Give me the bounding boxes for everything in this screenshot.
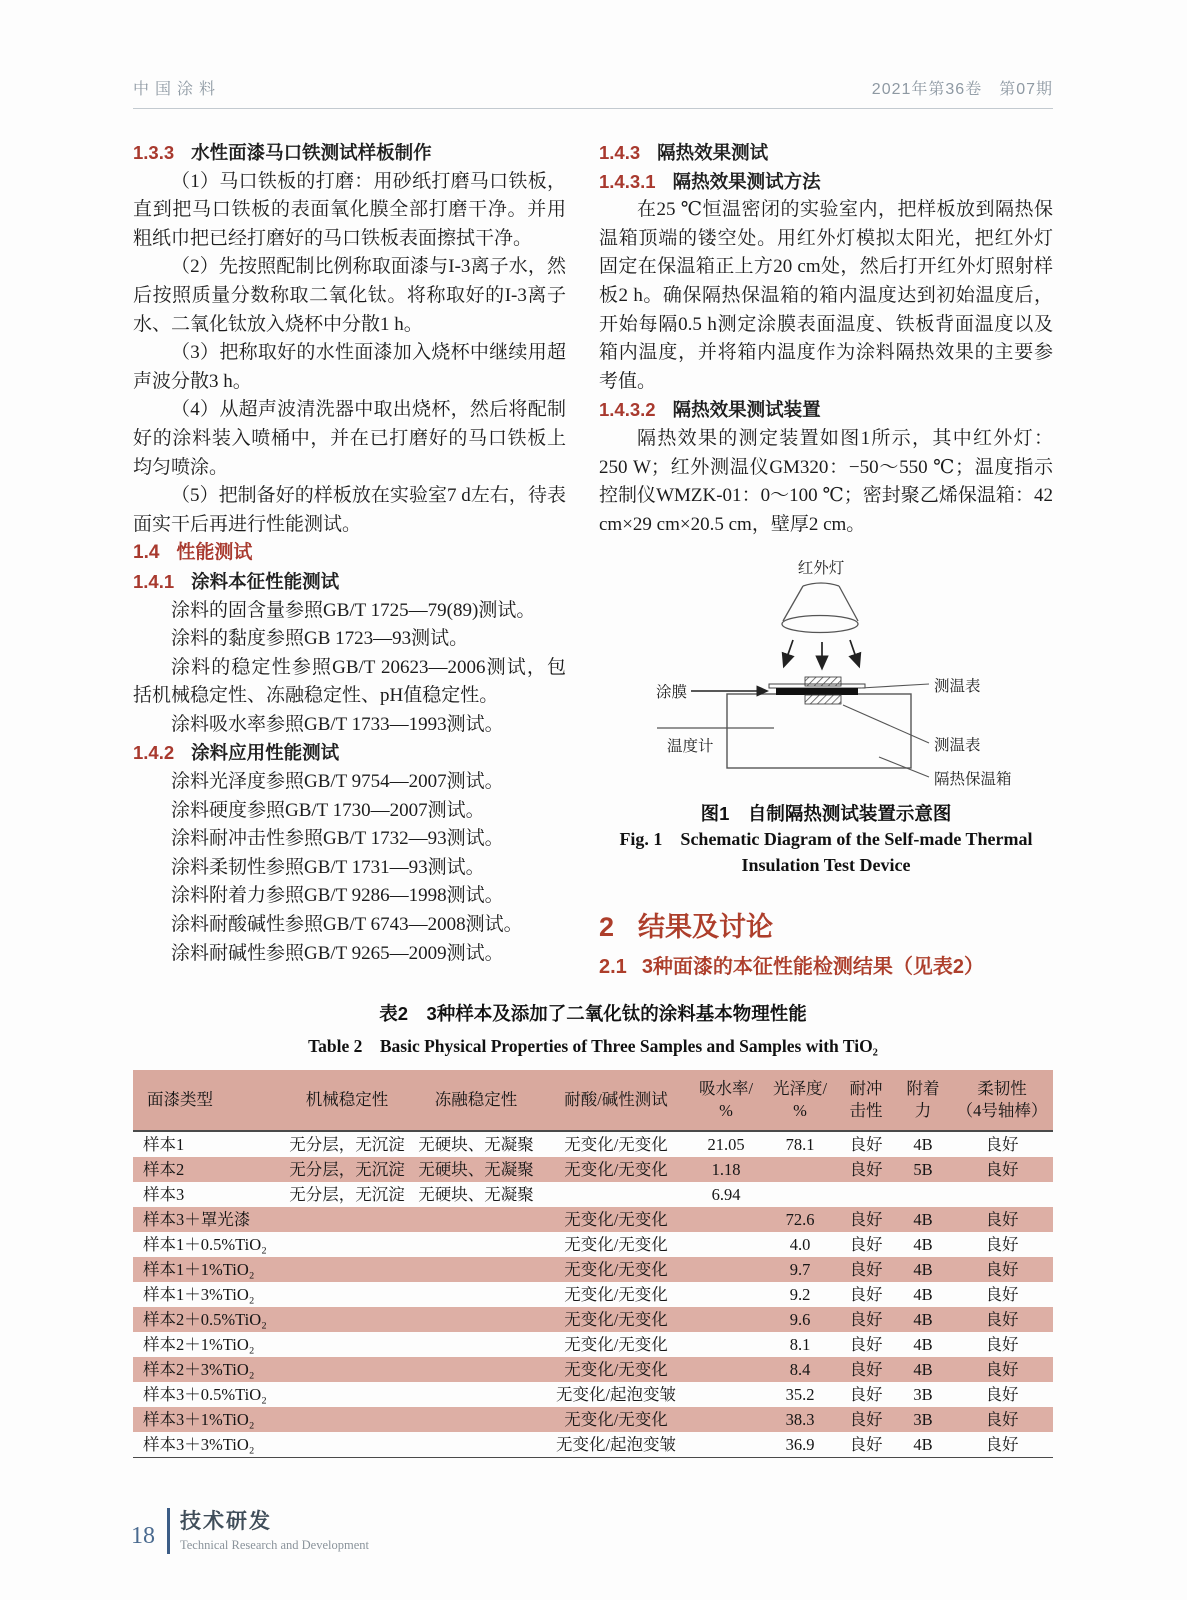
table-row [133,1357,1053,1382]
section-number: 2.1 [599,956,627,979]
table-row [133,1157,1053,1182]
col-header-impact-resistance: 耐冲 击性 [837,1070,895,1131]
cell-mech: 无分层，无沉淀 [289,1185,405,1205]
cell-freeze [409,1282,543,1307]
cell-acid: 无变化/无变化 [564,1135,668,1155]
footer-section-cn: 技术研发 [180,1509,272,1533]
paragraph: 涂料耐碱性参照GB/T 9265—2009测试。 [171,942,504,964]
cell-flex: 良好 [985,1360,1019,1380]
paragraph: 在25 ℃恒温密闭的实验室内，把样板放到隔热保温箱顶端的镂空处。用红外灯模拟太阳光，把红外灯固定在保温箱正上方20 cm处，然后打开红外灯照射样板2 h。确保隔热保温箱的箱内温度达到初始温度后，开始每隔0.5 h测定涂膜表面温度、铁板背面温度以及箱内温度，并将箱内温度作为涂料隔热效果的主要参考值。 [599,199,1053,392]
cell-water [689,1282,763,1307]
section-heading-1-4 [133,539,566,568]
paragraph: 涂料柔韧性参照GB/T 1731—93测试。 [171,856,485,878]
section-heading-1-3-3 [133,139,566,168]
figure-label-temp-gauge-top: 测温表 [934,678,981,696]
table-row [133,1182,1053,1207]
table-title-en: Table 2 Basic Physical Properties of Three Samples and Samples with TiO₂ [308,1036,878,1057]
cell-acid: 无变化/无变化 [564,1360,668,1380]
cell-impact: 良好 [849,1160,883,1180]
cell-impact: 良好 [849,1210,883,1230]
figure-label-temp-gauge-bottom: 测温表 [934,737,981,755]
cell-adhesion: 5B [913,1160,933,1180]
section-number: 1.4 [133,542,160,564]
paragraph: 涂料附着力参照GB/T 9286—1998测试。 [171,885,504,907]
cell-water [689,1257,763,1282]
section-heading-1-4-1 [133,568,566,597]
cell-acid: 无变化/起泡变皱 [543,1432,689,1458]
paragraph: 涂料的黏度参照GB 1723—93测试。 [171,628,469,650]
cell-gloss: 35.2 [785,1385,815,1405]
cell-mech [285,1357,409,1382]
cell-adhesion: 4B [895,1432,951,1458]
col-header-flexibility: 柔韧性 （4号轴棒） [951,1070,1053,1131]
figure-label-coating-film: 涂膜 [656,684,688,702]
section-title: 隔热效果测试装置 [672,399,821,421]
issue-info: 2021年第36卷 第07期 [871,81,1053,98]
cell-mech [285,1282,409,1307]
cell-name: 样本1＋1%TiO₂ [143,1260,255,1280]
paragraph: （2）先按照配制比例称取面漆与I-3离子水，然后按照质量分数称取二氧化钛。将称取好的I-3离子水、二氧化钛放入烧杯中分散1 h。 [133,256,566,335]
paragraph: （5）把制备好的样板放在实验室7 d左右，待表面实干后再进行性能测试。 [133,485,566,535]
cell-acid: 无变化/起泡变皱 [555,1385,677,1405]
table-2-section [133,1000,1053,1458]
cell-name: 样本3＋3%TiO₂ [133,1432,285,1458]
cell-name: 样本1＋3%TiO₂ [143,1285,255,1305]
cell-flex: 良好 [985,1135,1019,1155]
page-number: 18 [131,1522,155,1549]
cell-name: 样本2 [143,1160,185,1180]
cell-gloss: 9.7 [789,1260,811,1280]
section-number: 1.4.2 [133,742,175,764]
sample-plate-shape [769,677,865,704]
col-header-acid-alkali-test: 耐酸/碱性测试 [543,1070,689,1131]
paragraph: （4）从超声波清洗器中取出烧杯，然后将配制好的涂料装入喷桶中，并在已打磨好的马口铁板上均匀喷涂。 [133,399,566,478]
section-number: 1.3.3 [133,142,175,163]
section-title: 水性面漆马口铁测试样板制作 [191,142,432,163]
cell-water [689,1407,763,1432]
cell-acid: 无变化/无变化 [564,1160,668,1180]
running-head [133,76,1053,109]
right-column [599,139,1053,982]
figure-label-insulation-box: 隔热保温箱 [934,771,1012,789]
section-heading-1-4-3 [599,139,1053,168]
table-row [133,1257,1053,1282]
cell-water [689,1432,763,1458]
cell-adhesion: 4B [913,1260,933,1280]
section-title: 3种面漆的本征性能检测结果（见表2） [641,956,985,979]
col-header-gloss: 光泽度/ % [763,1070,837,1131]
figure-caption-cn: 图1 自制隔热测试装置示意图 [700,803,952,825]
cell-gloss: 4.0 [789,1235,811,1255]
cell-adhesion: 3B [913,1410,933,1430]
cell-acid: 无变化/无变化 [564,1310,668,1330]
cell-name: 样本2＋1%TiO₂ [143,1335,255,1355]
cell-freeze [409,1257,543,1282]
col-header-water-absorption: 吸水率/ % [689,1070,763,1131]
cell-gloss: 8.4 [789,1360,811,1380]
cell-mech [285,1307,409,1332]
cell-mech [285,1232,409,1257]
cell-gloss [763,1157,837,1182]
paragraph: 涂料的固含量参照GB/T 1725—79(89)测试。 [171,599,536,621]
lamp-cone-shape [782,583,858,633]
cell-adhesion: 3B [913,1385,933,1405]
section-number: 2 [599,912,615,943]
cell-gloss: 9.2 [789,1285,811,1305]
cell-gloss: 36.9 [763,1432,837,1458]
section-title: 涂料本征性能测试 [191,570,340,592]
cell-acid: 无变化/无变化 [564,1210,668,1230]
cell-acid: 无变化/无变化 [564,1235,668,1255]
section-number: 1.4.3.2 [599,399,656,421]
cell-adhesion [895,1182,951,1207]
table-row [133,1307,1053,1332]
cell-water [689,1307,763,1332]
paragraph: 隔热效果的测定装置如图1所示，其中红外灯：250 W；红外测温仪GM320：−50～550 ℃；温度指示控制仪WMZK-01：0～100 ℃；密封聚乙烯保温箱：42 cm×29 cm×20.5 cm，壁厚2 cm。 [599,427,1053,535]
properties-table [133,1070,1053,1458]
cell-adhesion: 4B [913,1135,933,1155]
cell-mech [285,1257,409,1282]
page-footer [131,1508,369,1554]
cell-mech: 无分层，无沉淀 [289,1135,405,1155]
col-header-mechanical-stability: 机械稳定性 [285,1070,409,1131]
cell-gloss: 9.6 [789,1310,811,1330]
cell-gloss [763,1182,837,1207]
cell-water [689,1382,763,1407]
cell-flex: 良好 [985,1235,1019,1255]
cell-freeze [409,1407,543,1432]
cell-flex [951,1182,1053,1207]
cell-water [689,1357,763,1382]
cell-water: 1.18 [711,1160,741,1180]
cell-impact [837,1182,895,1207]
insulation-box-shape [727,694,911,768]
cell-impact: 良好 [837,1432,895,1458]
figure-caption-en-line2: Insulation Test Device [741,855,911,876]
table-row [133,1232,1053,1257]
paragraph: （1）马口铁板的打磨：用砂纸打磨马口铁板，直到把马口铁板的表面氧化膜全部打磨干净。并用粗纸巾把已经打磨好的马口铁板表面擦拭干净。 [133,170,566,249]
cell-adhesion: 4B [913,1235,933,1255]
cell-impact: 良好 [849,1285,883,1305]
cell-mech [285,1382,409,1407]
section-number: 1.4.1 [133,570,175,592]
cell-adhesion: 4B [913,1285,933,1305]
cell-water: 6.94 [711,1185,741,1205]
cell-mech [285,1332,409,1357]
figure-caption-en [599,826,1053,878]
cell-water [689,1332,763,1357]
table-body [133,1131,1053,1458]
cell-impact: 良好 [849,1360,883,1380]
footer-section-en: Technical Research and Development [180,1537,369,1552]
cell-water [689,1207,763,1232]
cell-name: 样本1＋0.5%TiO₂ [143,1235,267,1255]
cell-flex: 良好 [951,1432,1053,1458]
cell-acid: 无变化/无变化 [564,1260,668,1280]
section-number: 1.4.3.1 [599,170,656,192]
cell-adhesion: 4B [913,1335,933,1355]
cell-adhesion: 4B [913,1360,933,1380]
paragraph: 涂料的稳定性参照GB/T 20623—2006测试，包括机械稳定性、冻融稳定性、pH值稳定性。 [133,656,566,707]
table-header-row [133,1070,1053,1131]
cell-flex: 良好 [985,1285,1019,1305]
cell-acid: 无变化/无变化 [564,1335,668,1355]
table-row [133,1131,1053,1157]
paragraph: 涂料硬度参照GB/T 1730—2007测试。 [171,799,485,821]
cell-impact: 良好 [849,1385,883,1405]
section-heading-2-1 [599,952,1053,982]
footer-section [180,1510,369,1553]
cell-freeze [409,1357,543,1382]
cell-adhesion: 4B [913,1310,933,1330]
cell-freeze [409,1207,543,1232]
cell-water [689,1232,763,1257]
cell-name: 样本3＋罩光漆 [143,1210,251,1230]
cell-freeze: 无硬块、无凝聚 [418,1135,534,1155]
cell-acid: 无变化/无变化 [564,1410,668,1430]
section-number: 1.4.3 [599,142,641,163]
cell-name: 样本3＋0.5%TiO₂ [143,1385,267,1405]
paragraph: 涂料耐酸碱性参照GB/T 6743—2008测试。 [171,914,523,936]
leader-line [879,757,929,777]
table-row [133,1407,1053,1432]
figure-label-infrared-lamp: 红外灯 [797,560,845,578]
table-row [133,1382,1053,1407]
table-row [133,1432,1053,1458]
cell-flex: 良好 [985,1260,1019,1280]
col-header-freeze-thaw-stability: 冻融稳定性 [409,1070,543,1131]
section-heading-1-4-2 [133,739,566,768]
cell-name: 样本1 [143,1135,185,1155]
cell-gloss: 38.3 [785,1410,815,1430]
cell-flex: 良好 [985,1410,1019,1430]
cell-name: 样本3 [143,1185,185,1205]
cell-freeze: 无硬块、无凝聚 [418,1160,534,1180]
two-column-body [133,139,1053,982]
cell-impact: 良好 [849,1410,883,1430]
cell-gloss: 72.6 [785,1210,815,1230]
paragraph: 涂料吸水率参照GB/T 1733—1993测试。 [171,713,504,735]
cell-impact: 良好 [849,1310,883,1330]
cell-mech [285,1207,409,1232]
leader-line [843,705,929,743]
cell-flex: 良好 [985,1335,1019,1355]
cell-flex: 良好 [985,1160,1019,1180]
cell-impact: 良好 [849,1235,883,1255]
cell-acid [543,1182,689,1207]
cell-mech: 无分层，无沉淀 [289,1160,405,1180]
cell-freeze [409,1307,543,1332]
cell-name: 样本3＋1%TiO₂ [143,1410,255,1430]
section-heading-1-4-3-1 [599,168,1053,197]
thermal-insulation-schematic [599,547,1053,792]
cell-adhesion: 4B [913,1210,933,1230]
section-title: 隔热效果测试方法 [672,170,821,192]
leader-line [861,684,929,688]
paragraph: 涂料光泽度参照GB/T 9754—2007测试。 [171,771,504,793]
radiation-arrows [784,640,859,668]
cell-mech [285,1407,409,1432]
cell-freeze: 无硬块、无凝聚 [418,1185,534,1205]
cell-name: 样本2＋0.5%TiO₂ [143,1310,267,1330]
footer-divider-bar [167,1508,170,1554]
cell-gloss: 78.1 [785,1135,815,1155]
journal-name: 中国涂料 [133,81,222,98]
cell-flex: 良好 [985,1210,1019,1230]
cell-flex: 良好 [985,1310,1019,1330]
cell-impact: 良好 [849,1135,883,1155]
section-title: 结果及讨论 [638,912,774,943]
table-title-cn: 表2 3种样本及添加了二氧化钛的涂料基本物理性能 [379,1003,807,1025]
cell-flex: 良好 [985,1385,1019,1405]
cell-impact: 良好 [849,1260,883,1280]
cell-acid: 无变化/无变化 [564,1285,668,1305]
table-row [133,1282,1053,1307]
cell-water: 21.05 [707,1135,745,1155]
left-column [133,139,566,982]
cell-freeze [409,1232,543,1257]
cell-freeze [409,1382,543,1407]
section-title: 涂料应用性能测试 [191,742,340,764]
section-heading-2 [599,910,1053,944]
section-title: 性能测试 [176,542,253,564]
section-title: 隔热效果测试 [657,142,769,163]
figure-1 [599,547,1053,878]
cell-freeze [409,1432,543,1458]
col-header-adhesion: 附着 力 [895,1070,951,1131]
cell-name: 样本2＋3%TiO₂ [143,1360,255,1380]
figure-caption-en-line1: Fig. 1 Schematic Diagram of the Self-made Thermal [619,829,1033,850]
table-row [133,1332,1053,1357]
paragraph: （3）把称取好的水性面漆加入烧杯中继续用超声波分散3 h。 [133,342,566,392]
figure-label-thermometer: 温度计 [667,738,714,756]
cell-impact: 良好 [849,1335,883,1355]
cell-mech [285,1432,409,1458]
cell-freeze [409,1332,543,1357]
col-header-paint-type: 面漆类型 [133,1070,285,1131]
paragraph: 涂料耐冲击性参照GB/T 1732—93测试。 [171,828,504,850]
section-heading-1-4-3-2 [599,396,1053,425]
table-row [133,1207,1053,1232]
cell-gloss: 8.1 [789,1335,811,1355]
